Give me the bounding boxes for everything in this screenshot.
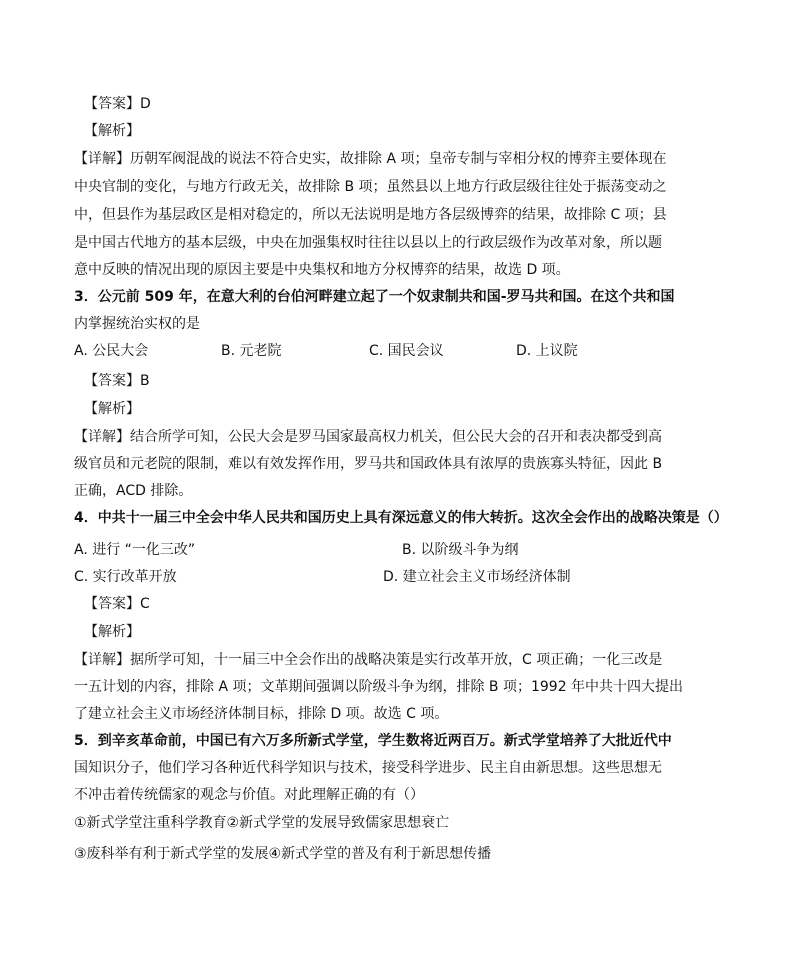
q3-answer: 【答案】B — [84, 373, 150, 389]
q3-option-b: B. 元老院 — [221, 343, 282, 359]
q5-item-line-2: ③废科举有利于新式学堂的发展④新式学堂的普及有利于新思想传播 — [74, 846, 492, 862]
q4-stem: 4．中共十一届三中全会中华人民共和国历史上具有深远意义的伟大转折。这次全会作出的战略决策是（） — [74, 510, 728, 526]
q2-detail-line-2: 中央官制的变化，与地方行政无关，故排除 B 项；虽然县以上地方行政层级往往处于振荡变动之 — [74, 179, 667, 195]
q5-stem-line-1: 5．到辛亥革命前，中国已有六万多所新式学堂，学生数将近两百万。新式学堂培养了大批近代中 — [74, 733, 672, 749]
q4-option-a: A. 进行 “一化三改” — [74, 542, 196, 558]
q4-detail-line-1: 【详解】据所学可知，十一届三中全会作出的战略决策是实行改革开放，C 项正确；一化三改是 — [74, 652, 663, 668]
q3-option-d: D. 上议院 — [516, 343, 578, 359]
q3-stem-line-1: 3．公元前 509 年，在意大利的台伯河畔建立起了一个奴隶制共和国-罗马共和国。在这个共和国 — [74, 289, 675, 305]
q5-stem-line-2: 国知识分子，他们学习各种近代科学知识与技术，接受科学进步、民主自由新思想。这些思想无 — [74, 760, 662, 776]
q3-detail-line-1: 【详解】结合所学可知，公民大会是罗马国家最高权力机关，但公民大会的召开和表决都受到高 — [74, 429, 662, 445]
q4-detail-line-2: 一五计划的内容，排除 A 项；文革期间强调以阶级斗争为纲，排除 B 项；1992 年中共十四大提出 — [74, 679, 684, 695]
q2-detail-line-1: 【详解】历朝军阀混战的说法不符合史实，故排除 A 项；皇帝专制与宰相分权的博弈主要体现在 — [74, 151, 667, 167]
q2-answer: 【答案】D — [84, 96, 151, 112]
q3-option-a: A. 公民大会 — [74, 343, 149, 359]
q4-option-c: C. 实行改革开放 — [74, 569, 177, 585]
q2-analysis-heading: 【解析】 — [84, 123, 140, 139]
q5-stem-line-3: 不冲击着传统儒家的观念与价值。对此理解正确的有（） — [74, 787, 424, 803]
q5-item-line-1: ①新式学堂注重科学教育②新式学堂的发展导致儒家思想衰亡 — [74, 815, 450, 831]
q4-option-b: B. 以阶级斗争为纲 — [402, 542, 519, 558]
q3-detail-line-3: 正确，ACD 排除。 — [74, 483, 193, 499]
q3-detail-line-2: 级官员和元老院的限制，难以有效发挥作用，罗马共和国政体具有浓厚的贵族寡头特征，因此 B — [74, 456, 663, 472]
q2-detail-line-5: 意中反映的情况出现的原因主要是中央集权和地方分权博弈的结果，故选 D 项。 — [74, 262, 570, 278]
q4-option-d: D. 建立社会主义市场经济体制 — [383, 569, 571, 585]
q2-detail-line-4: 是中国古代地方的基本层级，中央在加强集权时往往以县以上的行政层级作为改革对象，所以题 — [74, 235, 662, 251]
q3-stem-line-2: 内掌握统治实权的是 — [74, 316, 200, 332]
q3-option-c: C. 国民会议 — [369, 343, 444, 359]
q4-answer: 【答案】C — [84, 596, 150, 612]
q2-detail-line-3: 中，但县作为基层政区是相对稳定的，所以无法说明是地方各层级博弈的结果，故排除 C 项；县 — [74, 207, 667, 223]
q4-analysis-heading: 【解析】 — [84, 624, 140, 640]
q4-detail-line-3: 了建立社会主义市场经济体制目标，排除 D 项。故选 C 项。 — [74, 706, 449, 722]
q3-analysis-heading: 【解析】 — [84, 401, 140, 417]
